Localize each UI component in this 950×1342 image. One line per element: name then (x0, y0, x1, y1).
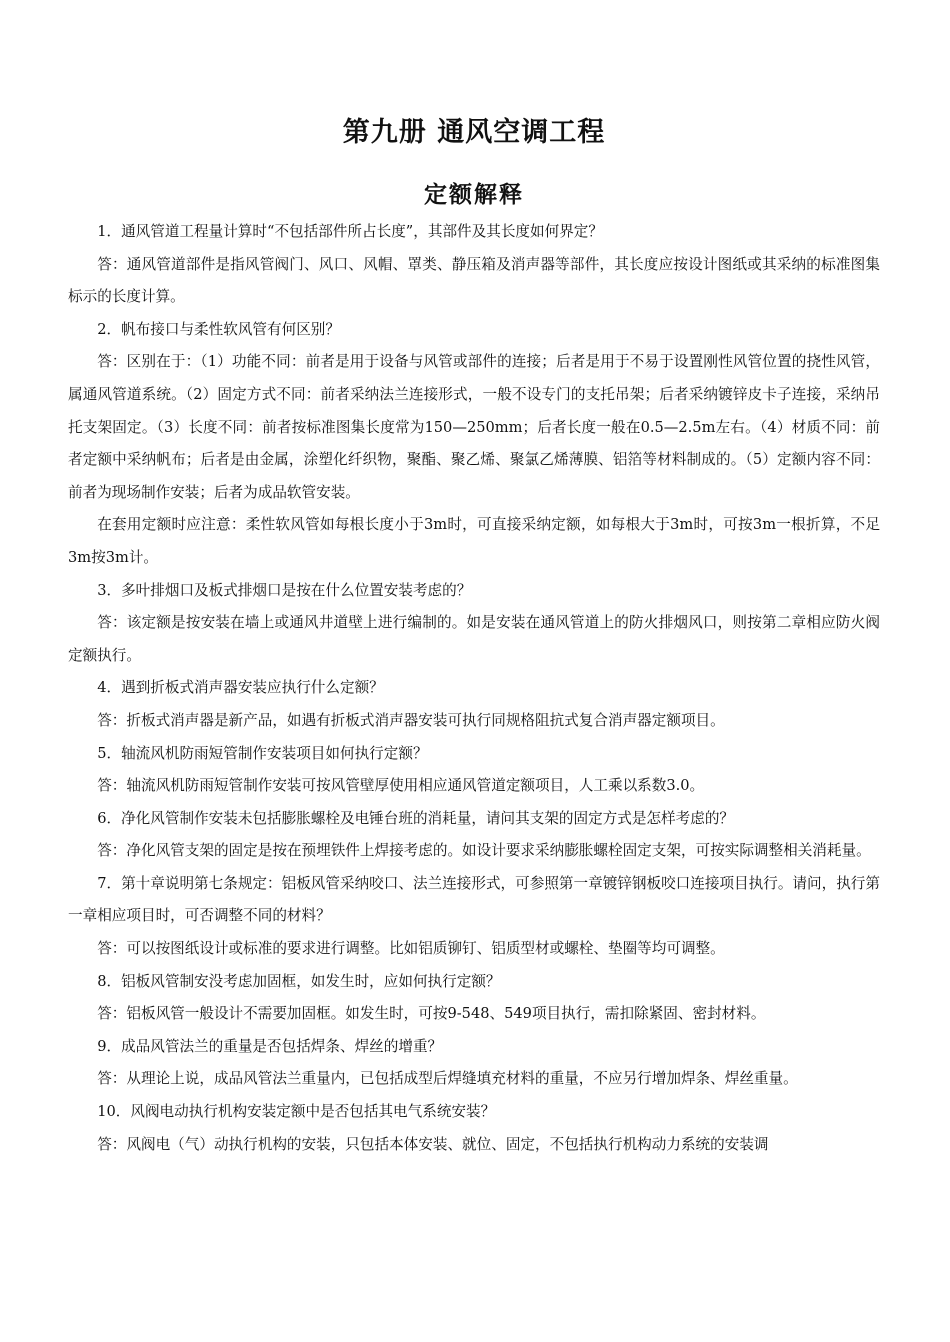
answer-5: 答：轴流风机防雨短管制作安装可按风管壁厚使用相应通风管道定额项目，人工乘以系数3.0。 (97, 777, 705, 795)
question-6: 6．净化风管制作安装未包括膨胀螺栓及电锤台班的消耗量，请问其支架的固定方式是怎样考虑的？ (97, 809, 735, 827)
question-10: 10．风阀电动执行机构安装定额中是否包括其电气系统安装？ (97, 1103, 496, 1121)
question-1: 1．通风管道工程量计算时“不包括部件所占长度”，其部件及其长度如何界定？ (97, 223, 603, 240)
question-3: 3．多叶排烟口及板式排烟口是按在什么位置安装考虑的？ (97, 581, 472, 599)
answer-7: 答：可以按图纸设计或标准的要求进行调整。比如铝质铆钉、铝质型材或螺栓、垫圈等均可调整。 (97, 940, 725, 958)
section-heading: 定额解释 (424, 182, 524, 208)
question-5: 5．轴流风机防雨短管制作安装项目如何执行定额？ (97, 744, 428, 762)
question-2: 2．帆布接口与柔性软风管有何区别？ (97, 320, 340, 338)
answer-1: 答：通风管道部件是指风管阀门、风口、风帽、罩类、静压箱及消声器等部件，其长度应按设计图纸或其采纳的标准图集标示的长度计算。 (68, 255, 880, 306)
answer-2: 答：区别在于：（1）功能不同：前者是用于设备与风管或部件的连接；后者是用于不易于设置刚性风管位置的挠性风管，属通风管道系统。（2）固定方式不同：前者采纳法兰连接形式，一般不设专门的支托吊架；后者采纳镀锌皮卡子连接，采纳吊托支架固定。（3）长度不同：前者按标准图集长度常为150—250mm；后者长度一般在0.5—2.5m左右。（4）材质不同：前者定额中采纳帆布；后者是由金属，涂塑化纤织物，聚酯、聚乙烯、聚氯乙烯薄膜、铝箔等材料制成的。（5）定额内容不同：前者为现场制作安装；后者为成品软管安装。 (68, 353, 880, 501)
question-4: 4．遇到折板式消声器安装应执行什么定额？ (97, 679, 384, 697)
page-title: 第九册 通风空调工程 (342, 117, 606, 148)
answer-6: 答：净化风管支架的固定是按在预埋铁件上焊接考虑的。如设计要求采纳膨胀螺栓固定支架，可按实际调整相关消耗量。 (97, 842, 871, 860)
question-9: 9．成品风管法兰的重量是否包括焊条、焊丝的增重？ (97, 1037, 443, 1055)
question-8: 8．铝板风管制安没考虑加固框，如发生时，应如何执行定额？ (97, 972, 501, 990)
answer-3: 答：该定额是按安装在墙上或通风井道壁上进行编制的。如是安装在通风管道上的防火排烟风口，则按第二章相应防火阀定额执行。 (68, 614, 880, 664)
answer-10: 答：风阀电（气）动执行机构的安装，只包括本体安装、就位、固定，不包括执行机构动力系统的安装调 (97, 1135, 769, 1153)
answer-9: 答：从理论上说，成品风管法兰重量内，已包括成型后焊缝填充材料的重量，不应另行增加焊条、焊丝重量。 (97, 1070, 798, 1088)
answer-8: 答：铝板风管一般设计不需要加固框。如发生时，可按9-548、549项目执行，需扣除紧固、密封材料。 (97, 1005, 766, 1023)
answer-4: 答：折板式消声器是新产品，如遇有折板式消声器安装可执行同规格阻抗式复合消声器定额项目。 (97, 711, 725, 729)
document-body (68, 216, 880, 1161)
question-7: 7．第十章说明第七条规定：铝板风管采纳咬口、法兰连接形式，可参照第一章镀锌钢板咬口连接项目执行。请问，执行第一章相应项目时，可否调整不同的材料？ (68, 874, 880, 925)
answer-2-note: 在套用定额时应注意：柔性软风管如每根长度小于3m时，可直接采纳定额，如每根大于3m时，可按3m一根折算，不足3m按3m计。 (68, 516, 880, 566)
